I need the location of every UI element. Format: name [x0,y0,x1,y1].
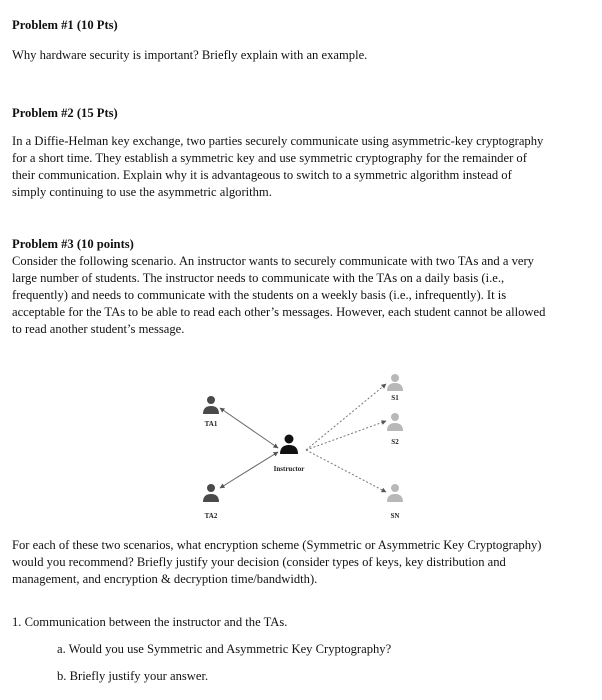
problem-2-line: their communication. Explain why it is advantageous to switch to a symmetric algorithm instead of [12,168,512,182]
s2-person-icon [387,413,403,431]
ta2-instructor-link [220,452,278,488]
problem-3-line: frequently) and needs to communicate with the students on a weekly basis (i.e., infrequently). It is [12,288,507,302]
s1-person-icon [387,374,403,391]
ta1-person-icon [203,396,219,414]
problem-3-line: Consider the following scenario. An instructor wants to securely communicate with two TAs and a very [12,254,534,268]
question-line: For each of these two scenarios, what encryption scheme (Symmetric or Asymmetric Key Cryptography) [12,538,542,552]
question-line: would you recommend? Briefly justify your decision (consider types of keys, key distribution and [12,555,506,569]
instructor-sn-link [306,450,386,492]
instructor-s1-link [306,384,386,450]
problem-2-line: for a short time. They establish a symmetric key and use symmetric cryptography for the remainder of [12,151,527,165]
ta1-instructor-link [220,408,278,448]
problem-3-line: large number of students. The instructor needs to communicate with the TAs on a daily basis (i.e., [12,271,505,285]
ta1-label: TA1 [204,420,218,428]
question-body [12,537,596,588]
problem-3-title: Problem #3 (10 points) [12,237,134,251]
question-subitem-a: a. Would you use Symmetric and Asymmetric Key Cryptography? [57,642,392,656]
problem-2-line: simply continuing to use the asymmetric algorithm. [12,185,272,199]
sn-label: SN [390,512,400,520]
problem-1-body [12,47,596,64]
ta2-label: TA2 [204,512,218,520]
problem-3-body [12,253,596,338]
s1-label: S1 [391,394,399,402]
problem-3-line: to read another student’s message. [12,322,185,336]
problem-3-line: acceptable for the TAs to be able to read each other’s messages. However, each student cannot be allowed [12,305,546,319]
problem-2-title: Problem #2 (15 Pts) [12,106,118,120]
ta2-person-icon [203,484,219,502]
instructor-s2-link [306,421,386,450]
communication-diagram [190,368,420,523]
question-subitem-b: b. Briefly justify your answer. [57,669,209,683]
sn-person-icon [387,484,403,502]
problem-2-line: In a Diffie-Helman key exchange, two parties securely communicate using asymmetric-key cryptography [12,134,544,148]
instructor-label: Instructor [273,465,305,473]
problem-1-line: Why hardware security is important? Briefly explain with an example. [12,48,368,62]
question-item-1: 1. Communication between the instructor and the TAs. [12,615,288,629]
instructor-person-icon [280,435,298,455]
problem-2-body [12,133,596,201]
question-line: management, and encryption & decryption time/bandwidth). [12,572,318,586]
s2-label: S2 [391,438,399,446]
problem-1-title: Problem #1 (10 Pts) [12,18,118,32]
